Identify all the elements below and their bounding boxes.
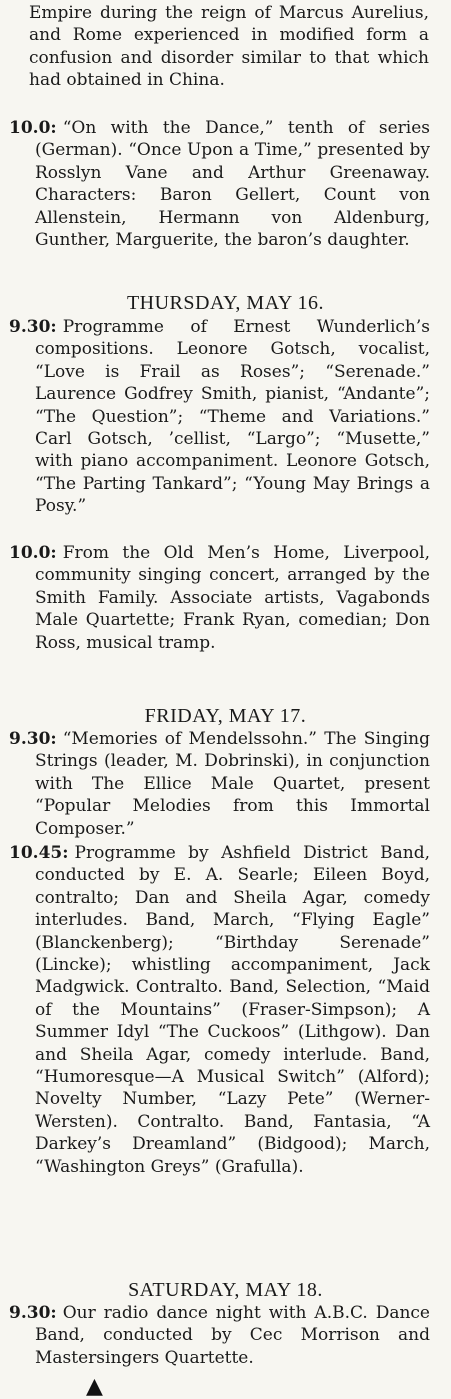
day-heading-thursday: THURSDAY, MAY 16. (126, 292, 325, 314)
entry-text: Our radio dance night with A.B.C. Dance Band, conducted by Cec Morrison and Mastersingers Quartette. (35, 1303, 430, 1368)
day-heading-saturday: SATURDAY, MAY 18. (128, 1279, 323, 1301)
entry-text: “On with the Dance,” tenth of series (German). “Once Upon a Time,” presented by Rosslyn Vane and Arthur Greenaway. Characters: Baron Gellert, Count von Allenstein, Hermann von Aldenburg, Gunther, Marguerite, the baron’s daughter. (35, 118, 430, 251)
thursday-entry-930 (9, 316, 430, 518)
entry-time: 10.0: (9, 543, 57, 563)
entry-text: Programme by Ashfield District Band, conducted by E. A. Searle; Eileen Boyd, contralto; Dan and Sheila Agar, comedy interludes. Band, March, “Flying Eagle” (Blanckenberg); “Birthday Serenade” (Lincke); whistling accompaniment, Jack Madgwick. Contralto. Band, Selection, “Maid of the Mountains” (Fraser-Simpson); A Summer Idyl “The Cuckoos” (Lithgow). Dan and Sheila Agar, comedy interlude. Band, “Humoresque—A Musical Switch” (Alford); Novelty Number, “Lazy Pete” (Werner-Wersten). Contralto. Band, Fantasia, “A Darkey’s Dreamland” (Bidgood); March, “Washington Greys” (Grafulla). (35, 843, 430, 1177)
day-heading-friday: FRIDAY, MAY 17. (144, 705, 307, 727)
entry-text: “Memories of Mendelssohn.” The Singing Strings (leader, M. Dobrinski), in conjunction with The Ellice Male Quartet, present “Popular Melodies from this Immortal Composer.” (35, 729, 430, 839)
friday-entry-1045 (9, 842, 430, 1178)
friday-entry-930 (9, 728, 430, 840)
entry-time: 9.30: (9, 1303, 57, 1323)
entry-text: From the Old Men’s Home, Liverpool, community singing concert, arranged by the Smith Family. Associate artists, Vagabonds Male Quartette; Frank Ryan, comedian; Don Ross, musical tramp. (35, 543, 430, 653)
wednesday-entry-1000 (9, 117, 430, 251)
entry-time: 10.0: (9, 118, 57, 138)
continuation-paragraph: Empire during the reign of Marcus Aurelius, and Rome experienced in modified form a confusion and disorder similar to that which had obtained in China. (29, 3, 429, 91)
entry-time: 9.30: (9, 729, 57, 749)
entry-time: 10.45: (9, 843, 69, 863)
entry-time: 9.30: (9, 317, 57, 337)
saturday-entry-930 (9, 1302, 430, 1369)
thursday-entry-1000 (9, 542, 430, 654)
continuation-arrow-icon: ▲ (86, 1374, 103, 1399)
entry-text: Programme of Ernest Wunderlich’s compositions. Leonore Gotsch, vocalist, “Love is Frail as Roses”; “Serenade.” Laurence Godfrey Smith, pianist, “Andante”; “The Question”; “Theme and Variations.” Carl Gotsch, ’cellist, “Largo”; “Musette,” with piano accompaniment. Leonore Gotsch, “The Parting Tankard”; “Young May Brings a Posy.” (35, 317, 430, 517)
